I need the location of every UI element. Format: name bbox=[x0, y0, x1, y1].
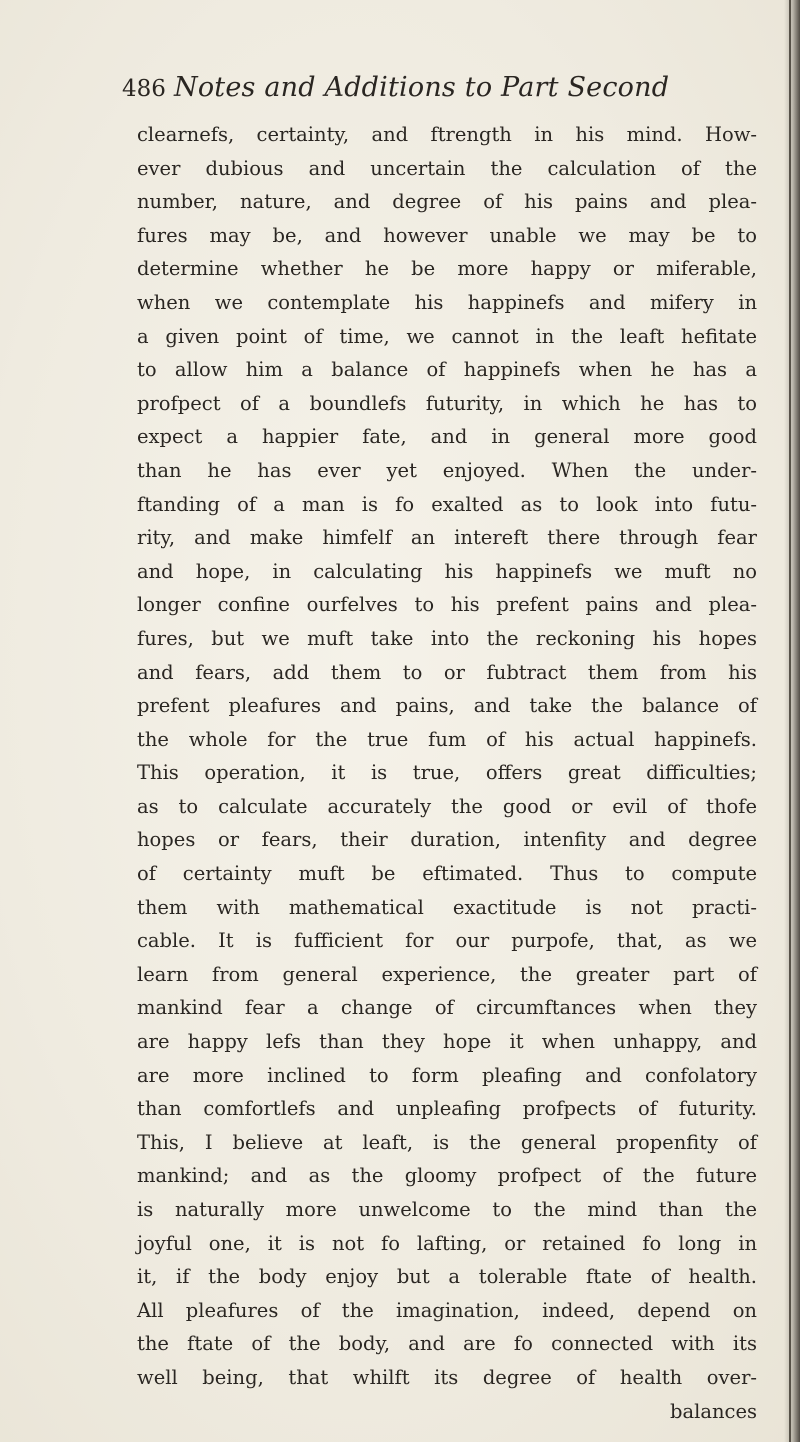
page-edge-shadow bbox=[784, 0, 800, 1442]
text-line: fures may be, and however unable we may be to bbox=[137, 223, 757, 247]
body-text bbox=[137, 118, 757, 1428]
text-line: rity, and make himfelf an intereft there through fear bbox=[137, 526, 757, 550]
text-line: number, nature, and degree of his pains and plea- bbox=[137, 190, 757, 214]
text-line: to allow him a balance of happinefs when he has a bbox=[137, 358, 757, 382]
text-line: well being, that whilft its degree of health over- bbox=[137, 1365, 757, 1389]
text-line: This operation, it is true, offers great difficulties; bbox=[137, 761, 757, 785]
text-line: clearnefs, certainty, and ftrength in his mind. How- bbox=[137, 123, 757, 146]
catchword: balances bbox=[670, 1399, 757, 1423]
text-line: ftanding of a man is fo exalted as to look into futu- bbox=[137, 492, 757, 516]
text-line: than he has ever yet enjoyed. When the under- bbox=[137, 458, 757, 482]
text-line: as to calculate accurately the good or evil of thofe bbox=[137, 794, 757, 818]
text-line: ever dubious and uncertain the calculation of the bbox=[137, 156, 757, 180]
text-line: fures, but we muft take into the reckoning his hopes bbox=[137, 626, 757, 650]
text-line: mankind fear a change of circumftances when they bbox=[137, 996, 757, 1020]
text-line: the ftate of the body, and are fo connected with its bbox=[137, 1332, 757, 1356]
page-number: 486 bbox=[122, 76, 166, 102]
text-line: are more inclined to form pleafing and confolatory bbox=[137, 1063, 757, 1087]
text-line: are happy lefs than they hope it when unhappy, and bbox=[137, 1030, 757, 1054]
text-line: prefent pleafures and pains, and take the balance of bbox=[137, 694, 757, 718]
running-head: Notes and Additions to Part Second bbox=[174, 72, 670, 103]
text-line: of certainty muft be eftimated. Thus to compute bbox=[137, 862, 757, 886]
text-line: than comfortlefs and unpleafing profpects of futurity. bbox=[137, 1097, 757, 1121]
text-line: This, I believe at leaft, is the general propenfity of bbox=[137, 1130, 757, 1154]
text-line: is naturally more unwelcome to the mind than the bbox=[137, 1198, 757, 1221]
text-line: and fears, add them to or fubtract them from his bbox=[137, 660, 757, 684]
text-line: joyful one, it is not fo lafting, or retained fo long in bbox=[137, 1231, 757, 1255]
text-line: them with mathematical exactitude is not practi- bbox=[137, 895, 757, 919]
text-line: when we contemplate his happinefs and mifery in bbox=[137, 290, 757, 314]
text-line: the whole for the true fum of his actual happinefs. bbox=[137, 727, 757, 751]
text-line: determine whether he be more happy or miferable, bbox=[137, 257, 757, 281]
text-line: All pleafures of the imagination, indeed, depend on bbox=[137, 1298, 757, 1322]
text-line: mankind; and as the gloomy profpect of the future bbox=[137, 1164, 757, 1188]
text-line: and hope, in calculating his happinefs we muft no bbox=[137, 559, 757, 583]
text-line: hopes or fears, their duration, intenfity and degree bbox=[137, 828, 757, 852]
text-line: it, if the body enjoy but a tolerable ftate of health. bbox=[137, 1265, 757, 1289]
text-line: profpect of a boundlefs futurity, in which he has to bbox=[137, 391, 757, 415]
text-line: longer confine ourfelves to his prefent pains and plea- bbox=[137, 593, 757, 617]
text-line: expect a happier fate, and in general more good bbox=[137, 425, 757, 449]
text-line: a given point of time, we cannot in the leaft hefitate bbox=[137, 324, 757, 348]
binding-edge bbox=[789, 0, 791, 1442]
text-line: cable. It is fufficient for our purpofe, that, as we bbox=[137, 929, 757, 953]
text-line: learn from general experience, the greater part of bbox=[137, 962, 757, 986]
